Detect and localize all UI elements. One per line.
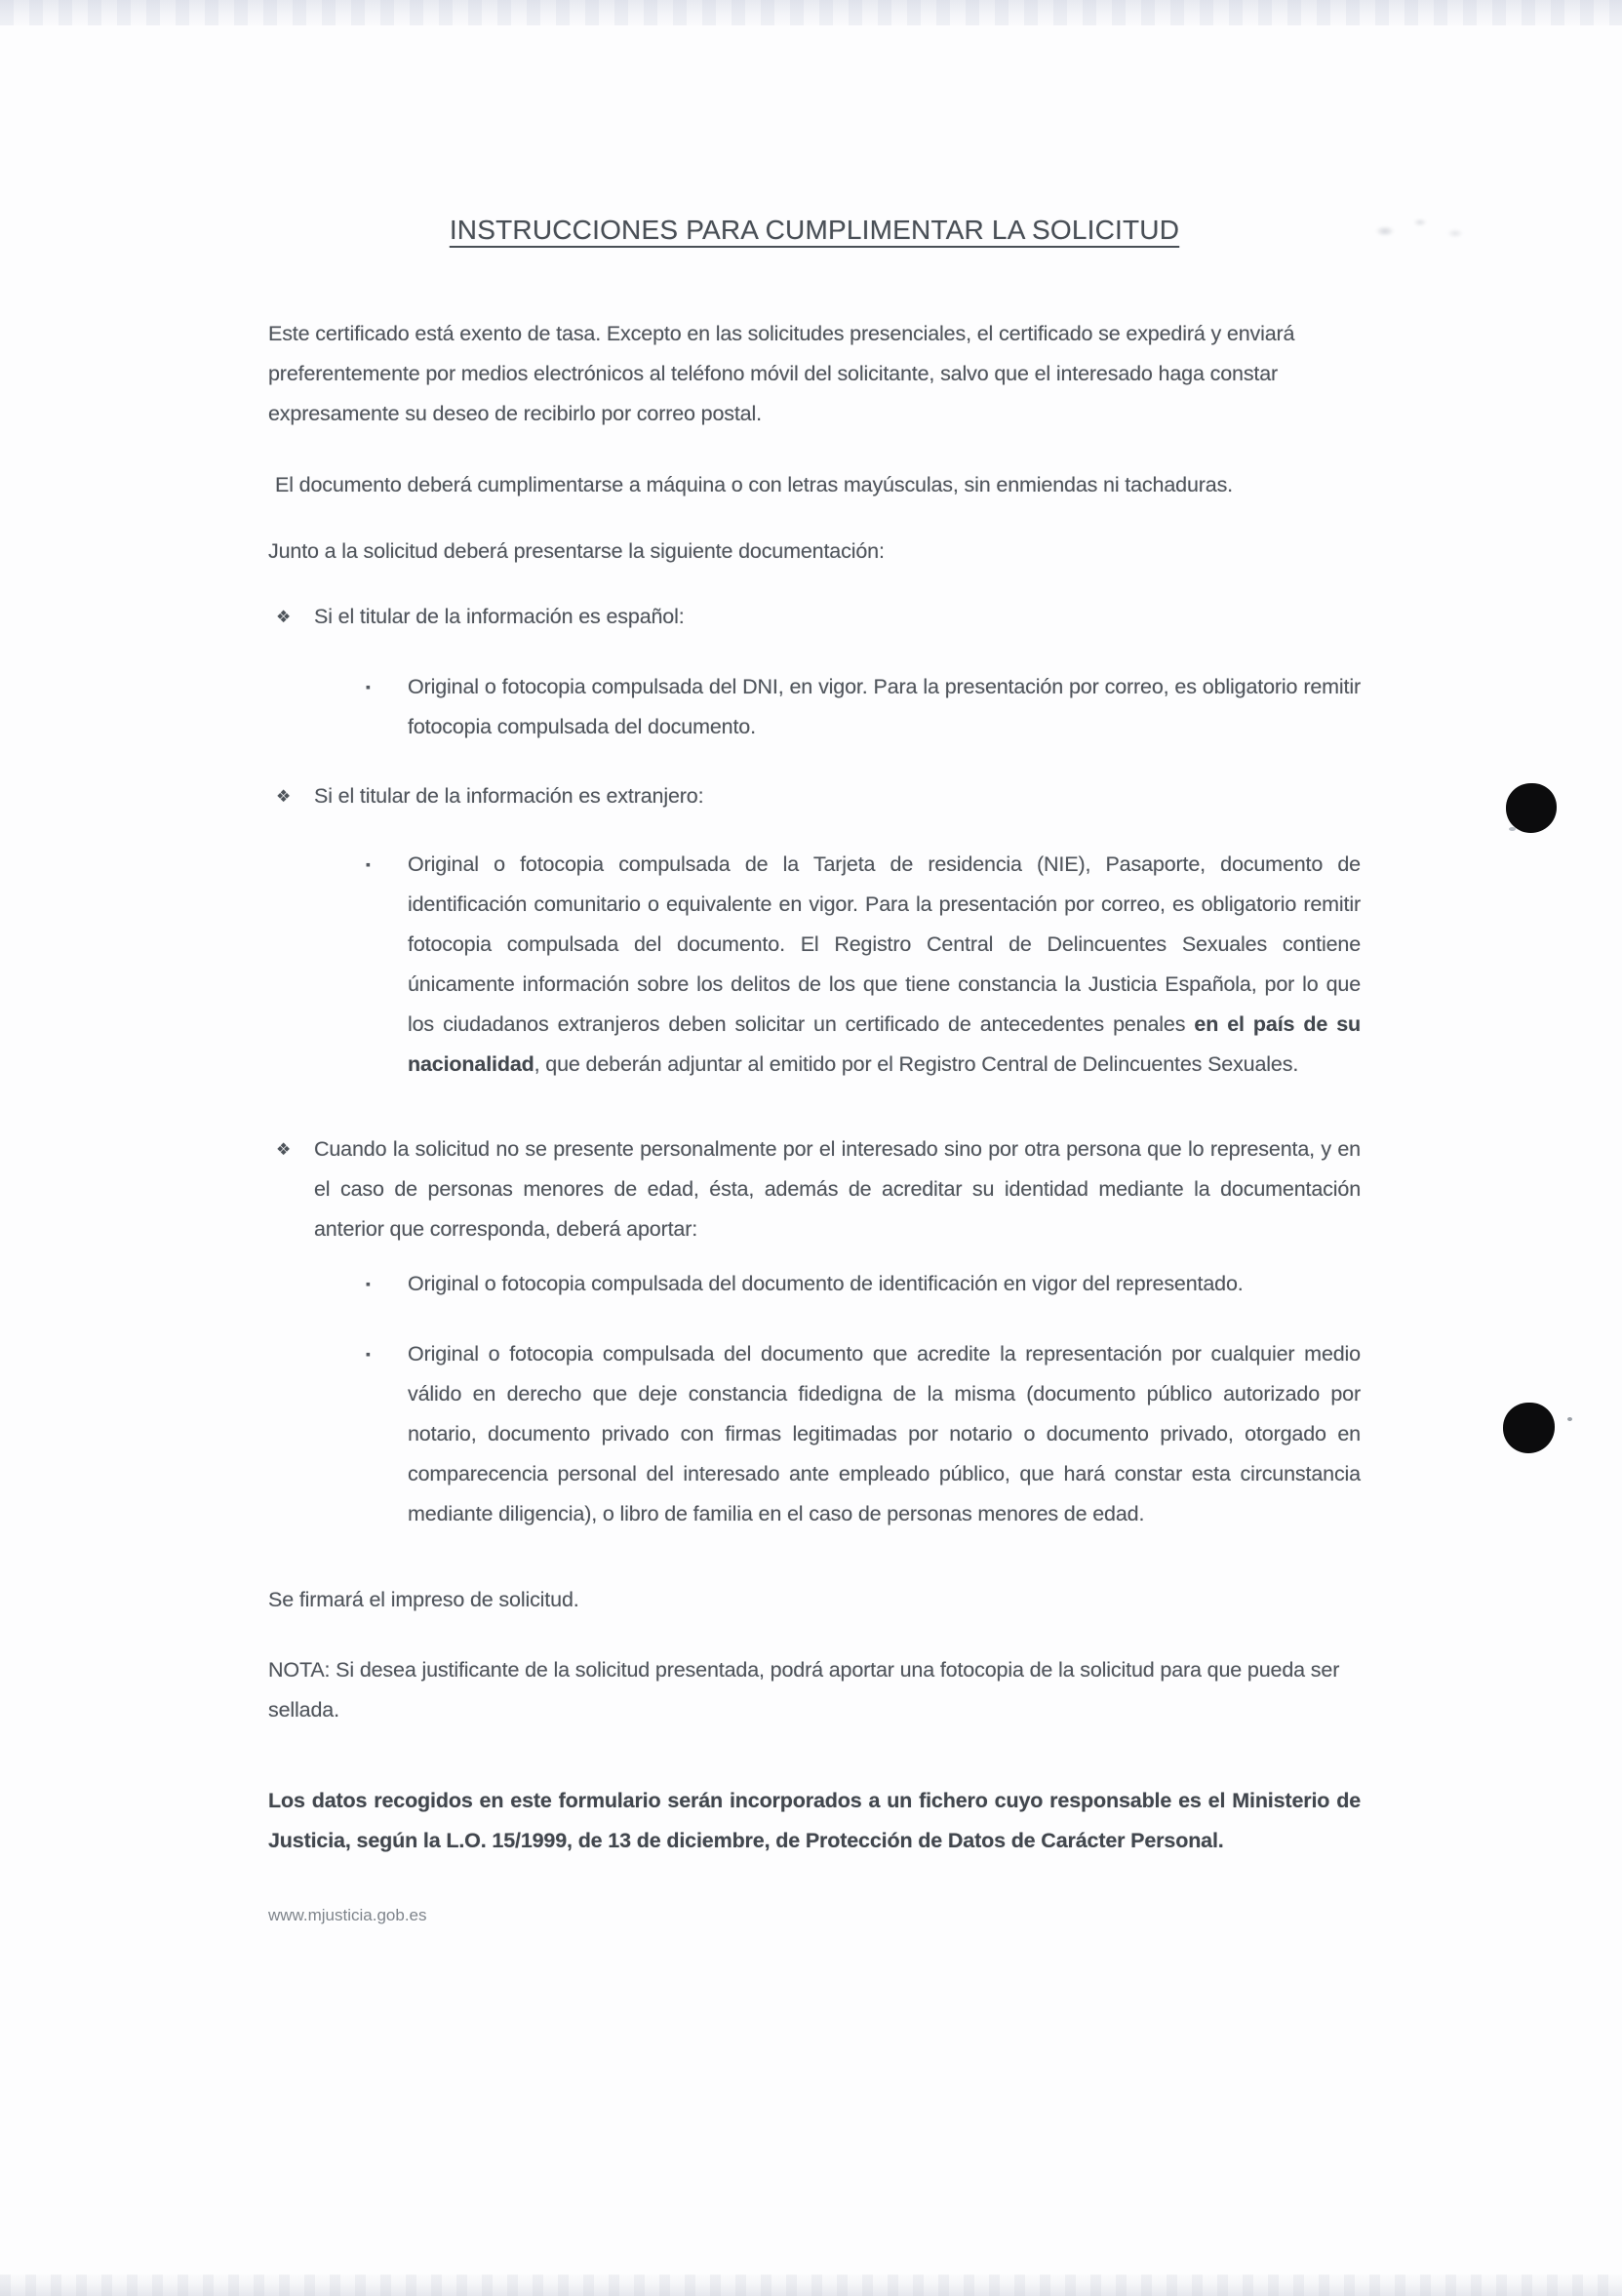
diamond-bullet-icon: ❖	[276, 608, 292, 626]
hole-punch-dot-bottom	[1503, 1403, 1555, 1453]
scan-speck	[1509, 827, 1516, 831]
typed-instruction-line: El documento deberá cumplimentarse a máquina o con letras mayúsculas, sin enmiendas ni tachaduras.	[275, 473, 1234, 496]
bullet-representative-holder	[268, 1129, 1361, 1249]
square-bullet-icon: ▪	[366, 1346, 371, 1362]
website-url: www.mjusticia.gob.es	[268, 1906, 427, 1924]
square-bullet-icon: ▪	[366, 1276, 371, 1291]
bullet-spanish-holder	[268, 597, 1361, 637]
diamond-bullet-icon: ❖	[276, 1140, 292, 1159]
diamond-bullet-icon: ❖	[276, 787, 292, 806]
subitem-represented-id	[268, 1264, 1361, 1304]
subitem-nie-text	[408, 845, 1361, 1085]
signature-line: Se firmará el impreso de solicitud.	[268, 1588, 579, 1611]
subitem-nie-text-part1: Original o fotocopia compulsada de la Tarjeta de residencia (NIE), Pasaporte, documento de identificación comunitario o equivalente en vigor. Para la presentación por correo, es obligatorio remitir fotocopia compulsada del documento. El Registro Central de Delincuentes Sexuales contiene únicamente información sobre los delitos de los que tiene constancia la Justicia Española, por lo que los ciudadanos extranjeros deben solicitar un certificado de antecedentes penales	[408, 852, 1361, 1036]
data-protection-paragraph: Los datos recogidos en este formulario serán incorporados a un fichero cuyo responsable es el Ministerio de Justicia, según la L.O. 15/1999, de 13 de diciembre, de Protección de Datos de Carácter Personal.	[268, 1789, 1361, 1852]
subitem-representation-proof-text: Original o fotocopia compulsada del documento que acredite la representación por cualquier medio válido en derecho que deje constancia fidedigna de la misma (documento público autorizado por notario, documento privado con firmas legitimadas por notario o documento privado, otorgado en comparecencia personal del interesado ante empleado público, que hará constar esta circunstancia mediante diligencia), o libro de familia en el caso de personas menores de edad.	[408, 1342, 1361, 1525]
subitem-nie	[268, 845, 1361, 1085]
bullet-foreign-holder	[268, 776, 1361, 816]
subitem-dni-text: Original o fotocopia compulsada del DNI, en vigor. Para la presentación por correo, es obligatorio remitir fotocopia compulsada del documento.	[408, 675, 1361, 738]
scan-speck	[1567, 1417, 1572, 1421]
note-paragraph: NOTA: Si desea justificante de la solicitud presentada, podrá aportar una fotocopia de la solicitud para que pueda ser sellada.	[268, 1658, 1340, 1722]
square-bullet-icon: ▪	[366, 856, 371, 872]
subitem-dni	[268, 667, 1361, 747]
intro-paragraph: Este certificado está exento de tasa. Excepto en las solicitudes presenciales, el certificado se expedirá y enviará preferentemente por medios electrónicos al teléfono móvil del solicitante, salvo que el interesado haga constar expresamente su deseo de recibirlo por correo postal.	[268, 322, 1295, 425]
bullet-spanish-label: Si el titular de la información es español:	[314, 605, 685, 628]
subitem-represented-id-text: Original o fotocopia compulsada del documento de identificación en vigor del representado.	[408, 1272, 1244, 1295]
title-row	[268, 215, 1361, 246]
subitem-representation-proof	[268, 1334, 1361, 1534]
hole-punch-dot-top	[1506, 783, 1557, 833]
subitem-nie-bold-phrase: en el país de su nacionalidad	[408, 1012, 1361, 1076]
bullet-representative-label: Cuando la solicitud no se presente personalmente por el interesado sino por otra persona que lo representa, y en el caso de personas menores de edad, ésta, además de acreditar su identidad mediante la documentación anterior que corresponda, deberá aportar:	[314, 1137, 1361, 1241]
square-bullet-icon: ▪	[366, 679, 371, 694]
documentation-intro-line: Junto a la solicitud deberá presentarse la siguiente documentación:	[268, 539, 885, 563]
subitem-nie-text-part2: , que deberán adjuntar al emitido por el Registro Central de Delincuentes Sexuales.	[534, 1052, 1299, 1076]
page-title: INSTRUCCIONES PARA CUMPLIMENTAR LA SOLICITUD	[449, 215, 1180, 245]
pencil-smudge	[1356, 205, 1473, 249]
bullet-foreign-label: Si el titular de la información es extranjero:	[314, 784, 704, 808]
text-column	[268, 0, 1361, 2296]
